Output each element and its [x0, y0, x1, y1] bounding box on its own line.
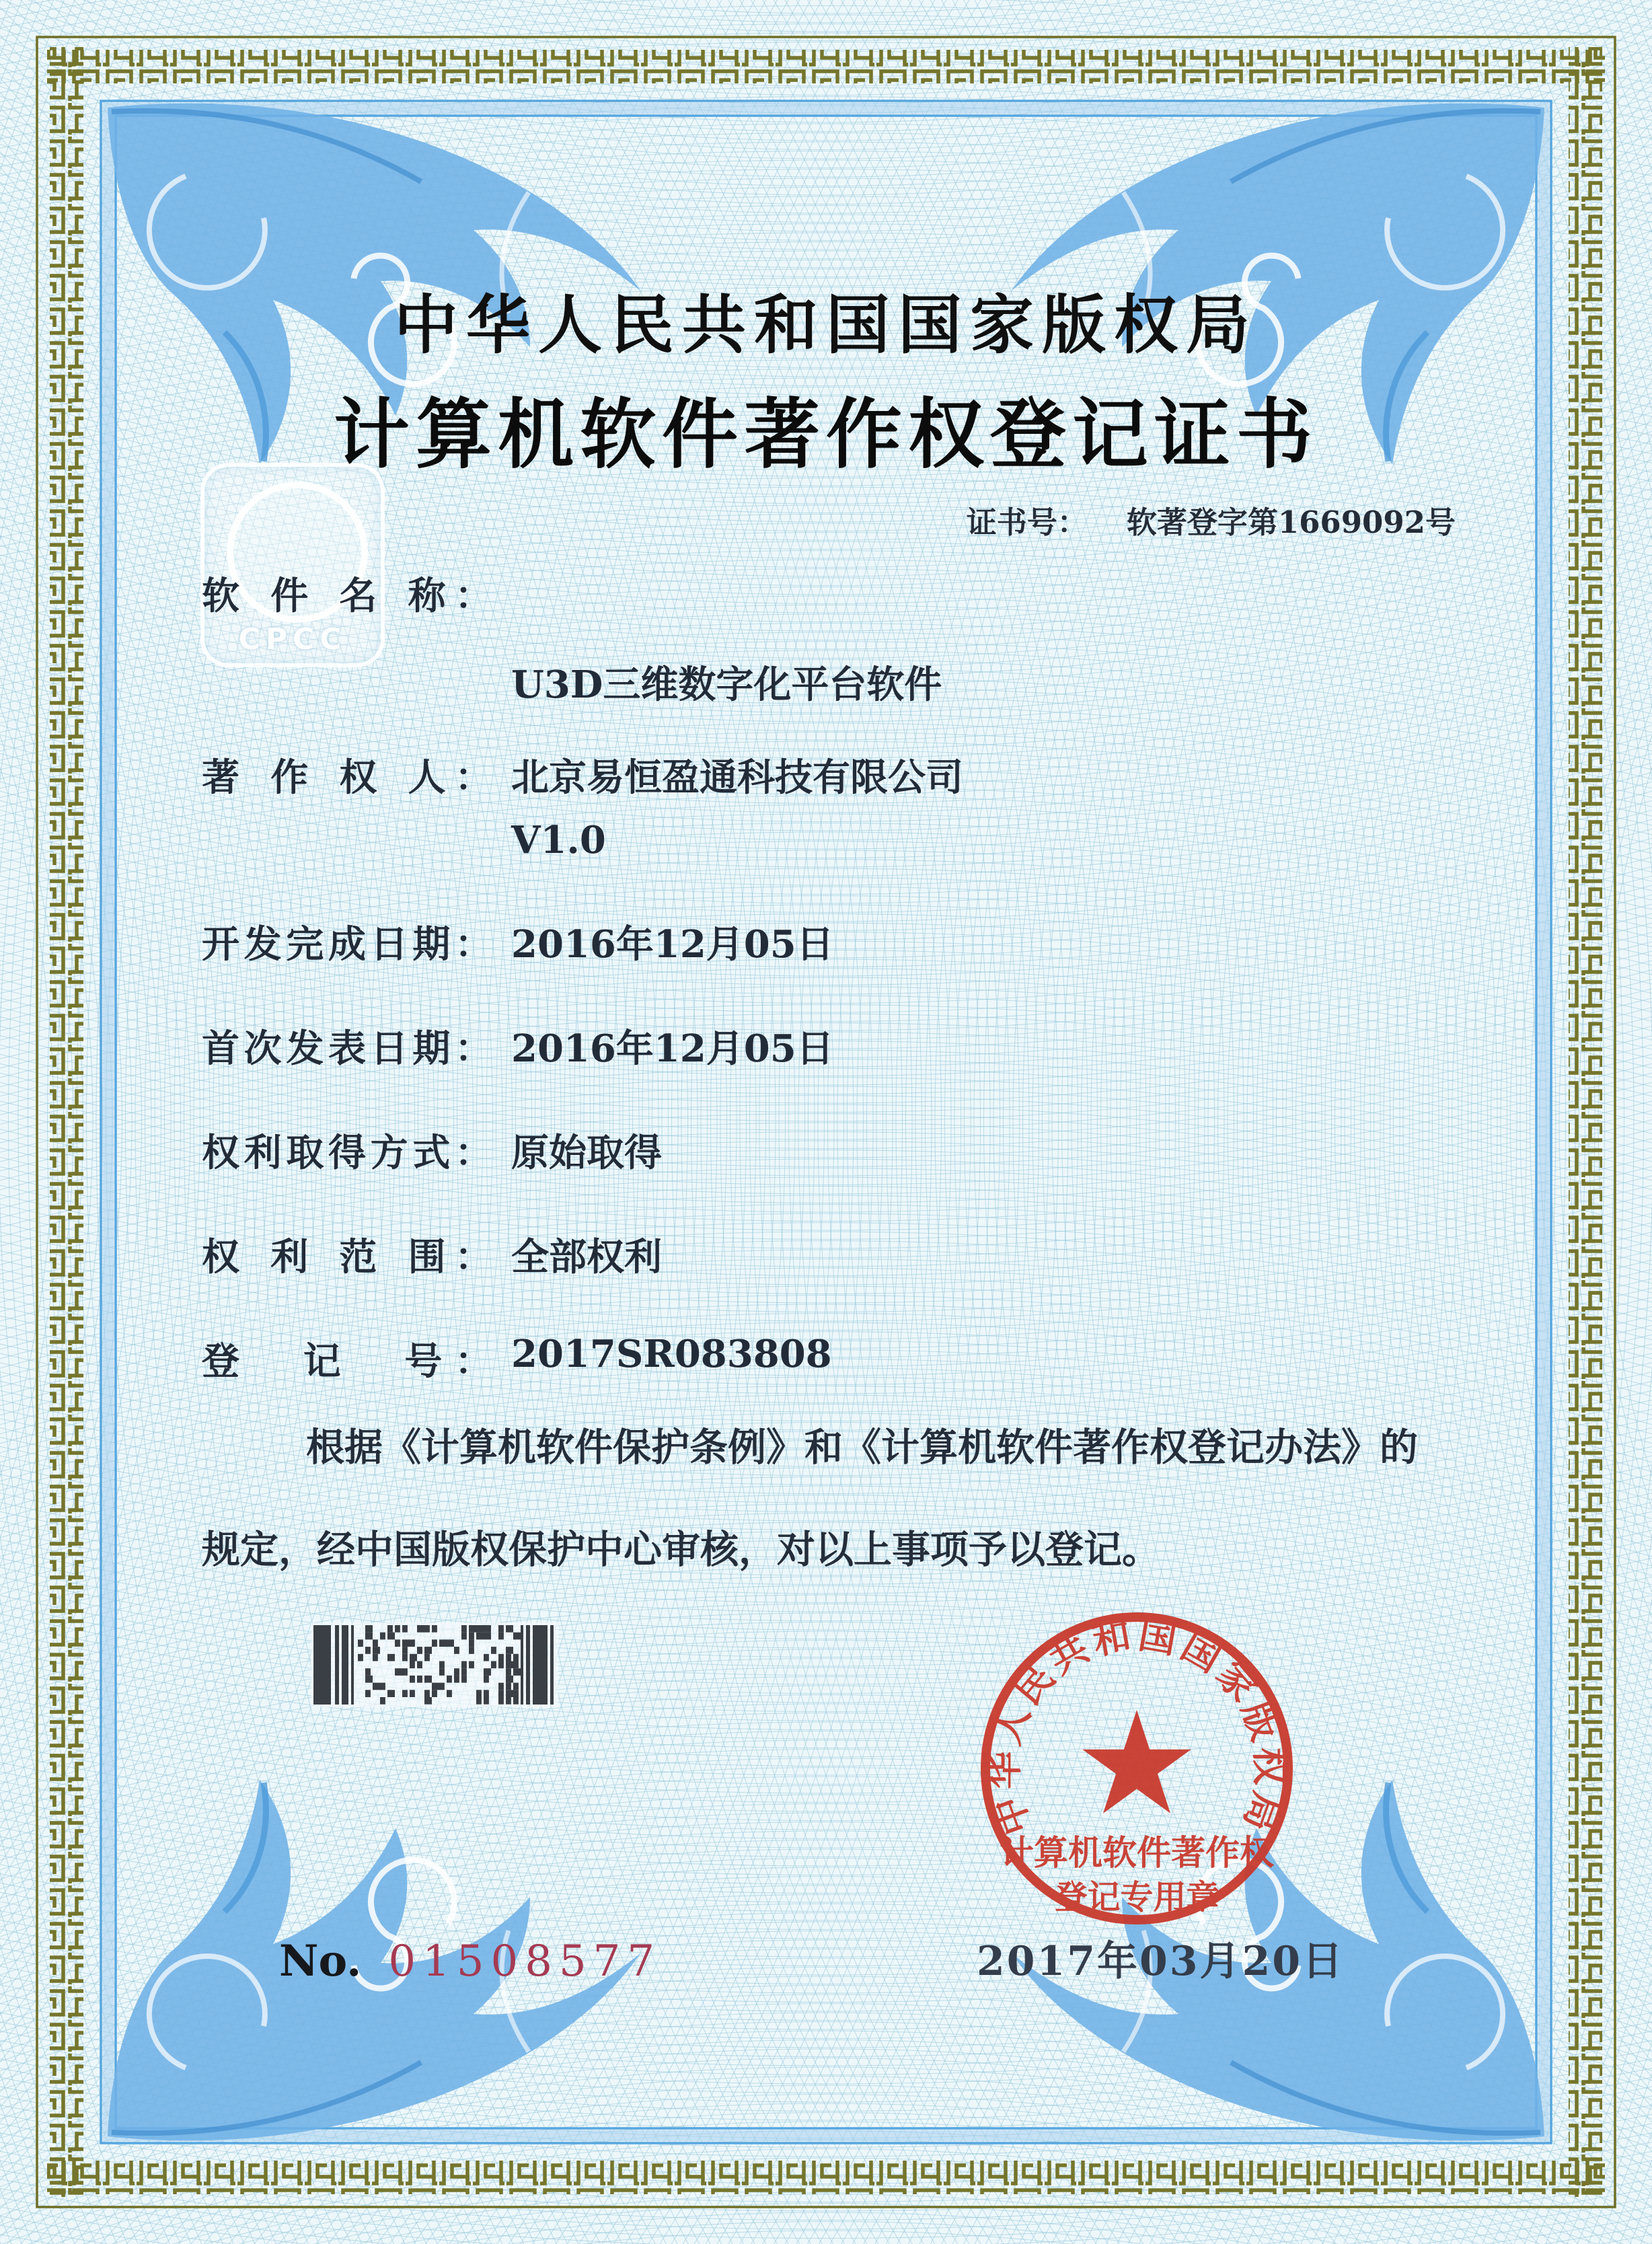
field-value: 2017SR083808: [511, 1332, 832, 1376]
field-row-rights-scope: [202, 1228, 662, 1281]
seal-center-line2: 登记专用章: [1054, 1877, 1219, 1916]
field-value: 北京易恒盈通科技有限公司: [511, 755, 963, 800]
serial-label: No.: [279, 1936, 362, 1986]
software-name-line1: U3D三维数字化平台软件: [511, 663, 942, 707]
field-row-registration-number: [202, 1332, 832, 1386]
field-row-first-publish-date: [202, 1019, 834, 1073]
software-version: V1.0: [511, 818, 606, 862]
field-value: 全部权利: [511, 1235, 662, 1279]
seal-ring-text: 中华人民共和国国家版权局: [981, 1612, 1292, 1841]
serial-number-line: [279, 1936, 661, 1986]
certificate-number-label: 证书号：: [966, 504, 1088, 540]
body-paragraph-line2: 规定，经中国版权保护中心审核，对以上事项予以登记。: [202, 1527, 1160, 1572]
issue-date: 2017年03月20日: [977, 1938, 1345, 1985]
field-value: 2016年12月05日: [511, 1026, 834, 1071]
field-label: 软 件 名 称：: [202, 574, 492, 618]
field-row-dev-complete-date: [202, 915, 834, 969]
cpcc-stamp-text: CPCC: [238, 622, 347, 657]
field-value: 原始取得: [511, 1131, 662, 1175]
field-label: 开发完成日期：: [202, 922, 492, 967]
official-red-seal: [969, 1602, 1305, 1952]
certificate-number-line: [967, 498, 1456, 541]
certificate-number-value: 软著登字第1669092号: [1126, 504, 1456, 540]
field-row-rights-acquisition: [202, 1123, 662, 1177]
body-paragraph-line1: 根据《计算机软件保护条例》和《计算机软件著作权登记办法》的: [306, 1425, 1418, 1470]
serial-number: 01508577: [388, 1937, 662, 1986]
red-star-icon: [1082, 1710, 1191, 1813]
certificate-title: 计算机软件著作权登记证书: [334, 389, 1318, 479]
field-label: 首次发表日期：: [202, 1026, 492, 1071]
field-label: 权 利 范 围：: [202, 1235, 492, 1279]
field-value: 2016年12月05日: [511, 922, 834, 967]
authority-title: 中华人民共和国国家版权局: [393, 288, 1258, 363]
pdf417-barcode: [311, 1622, 558, 1707]
field-row-copyright-holder: [202, 748, 963, 802]
seal-center-line1: 计算机软件著作权: [999, 1833, 1275, 1873]
field-label: 权利取得方式：: [202, 1131, 492, 1175]
field-label: 著 作 权 人：: [202, 755, 492, 800]
fret-band-bottom: [47, 2161, 1605, 2194]
fret-band-right: [1569, 47, 1602, 2197]
field-label: 登 记 号：: [202, 1339, 492, 1384]
fret-band-top: [47, 50, 1605, 83]
fret-band-left: [50, 47, 83, 2197]
